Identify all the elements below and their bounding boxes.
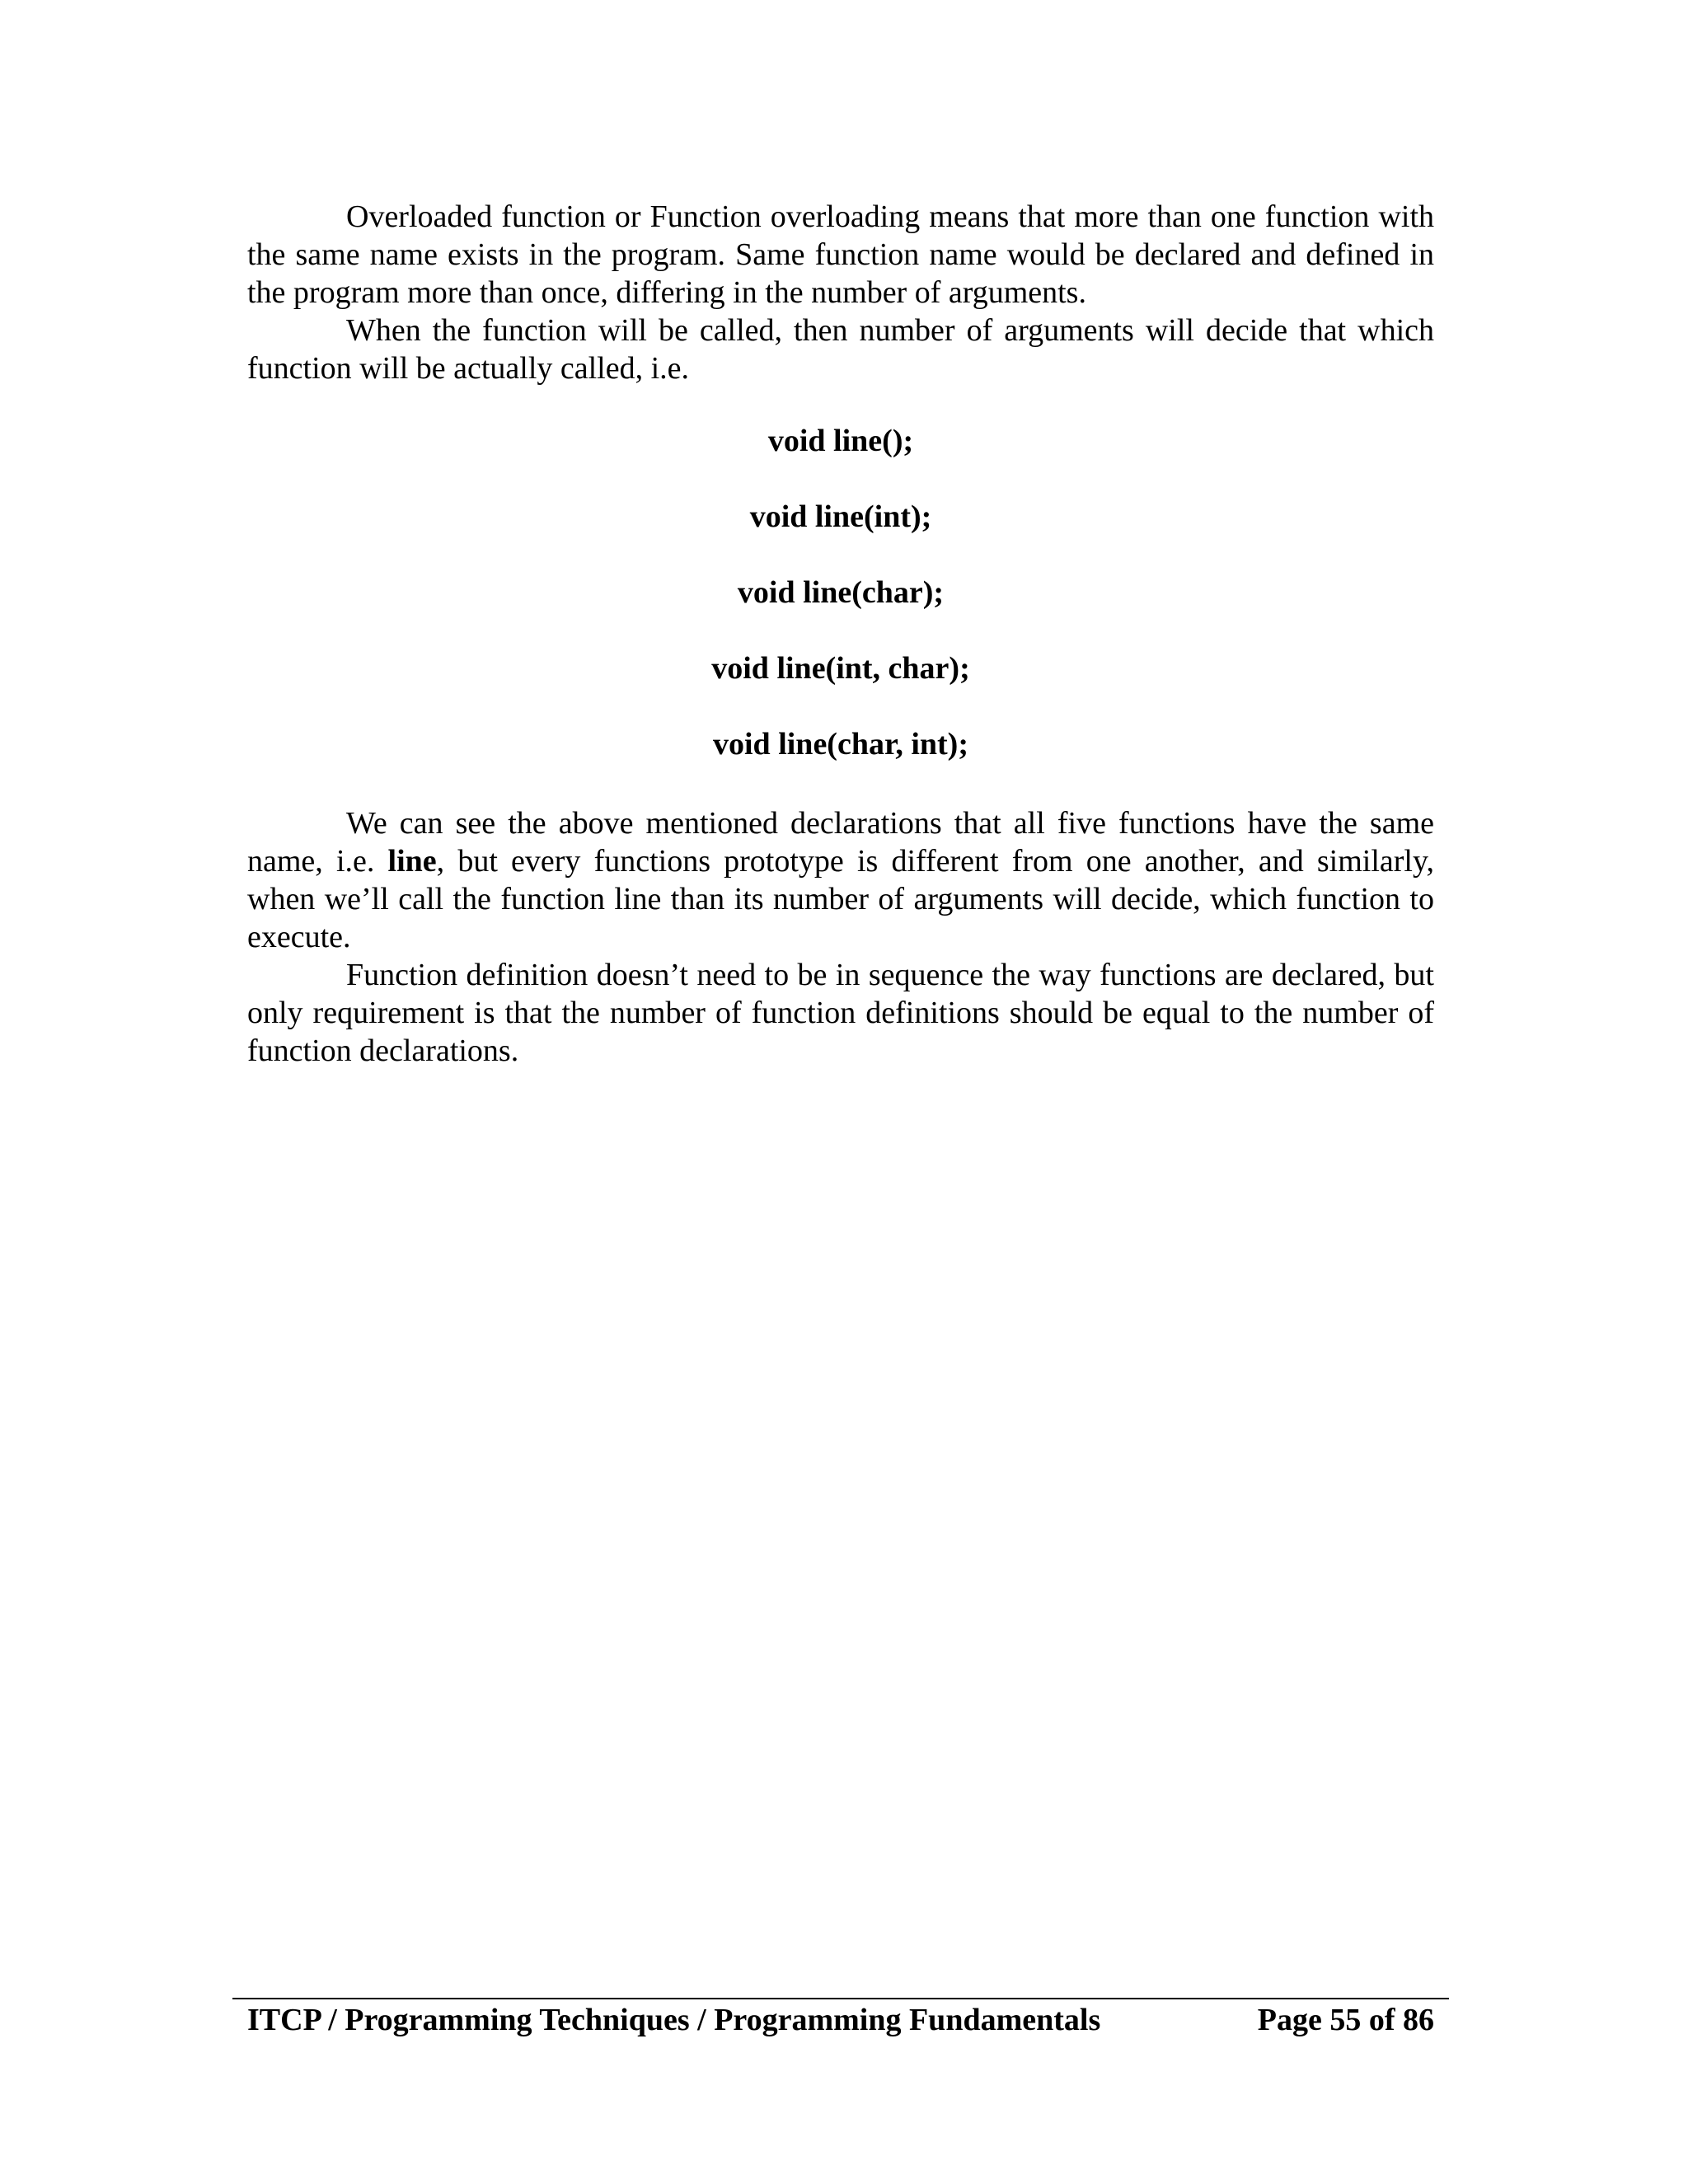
explanation-paragraph-2: Function definition doesn’t need to be in sequence the way functions are declared, but only requirement is that the number of function definitions should be equal to the number of function declarations. [247, 958, 1434, 1068]
explanation-section [247, 804, 1434, 1070]
intro-section [247, 198, 1434, 387]
declaration-line: void line(char); [737, 575, 945, 610]
footer-course-title: ITCP / Programming Techniques / Programming Fundamentals [247, 2003, 1101, 2037]
explanation-paragraph-1 [247, 804, 1434, 956]
function-declarations [247, 422, 1434, 801]
intro-paragraph-2: When the function will be called, then number of arguments will decide that which function will be actually called, i.e. [247, 313, 1434, 386]
intro-paragraph-1: Overloaded function or Function overloading means that more than one function with the same name exists in the program. Same function name would be declared and defined in the program more than once, differing in the number of arguments. [247, 199, 1434, 310]
footer-divider [232, 1998, 1449, 1999]
explanation-text-start: We can see the above mentioned declarations that all five functions have the same name, i.e. [247, 806, 1434, 879]
function-name-highlight: line [387, 844, 437, 879]
declaration-line: void line(); [767, 424, 914, 458]
explanation-text-end: , but every functions prototype is different from one another, and similarly, when we’ll call the function line than its number of arguments will decide, which function to execute. [247, 844, 1434, 954]
declaration-line: void line(int, char); [711, 651, 970, 686]
footer-page-number: Page 55 of 86 [1257, 2003, 1434, 2037]
declaration-line: void line(int); [749, 499, 932, 534]
declaration-line: void line(char, int); [713, 727, 968, 762]
